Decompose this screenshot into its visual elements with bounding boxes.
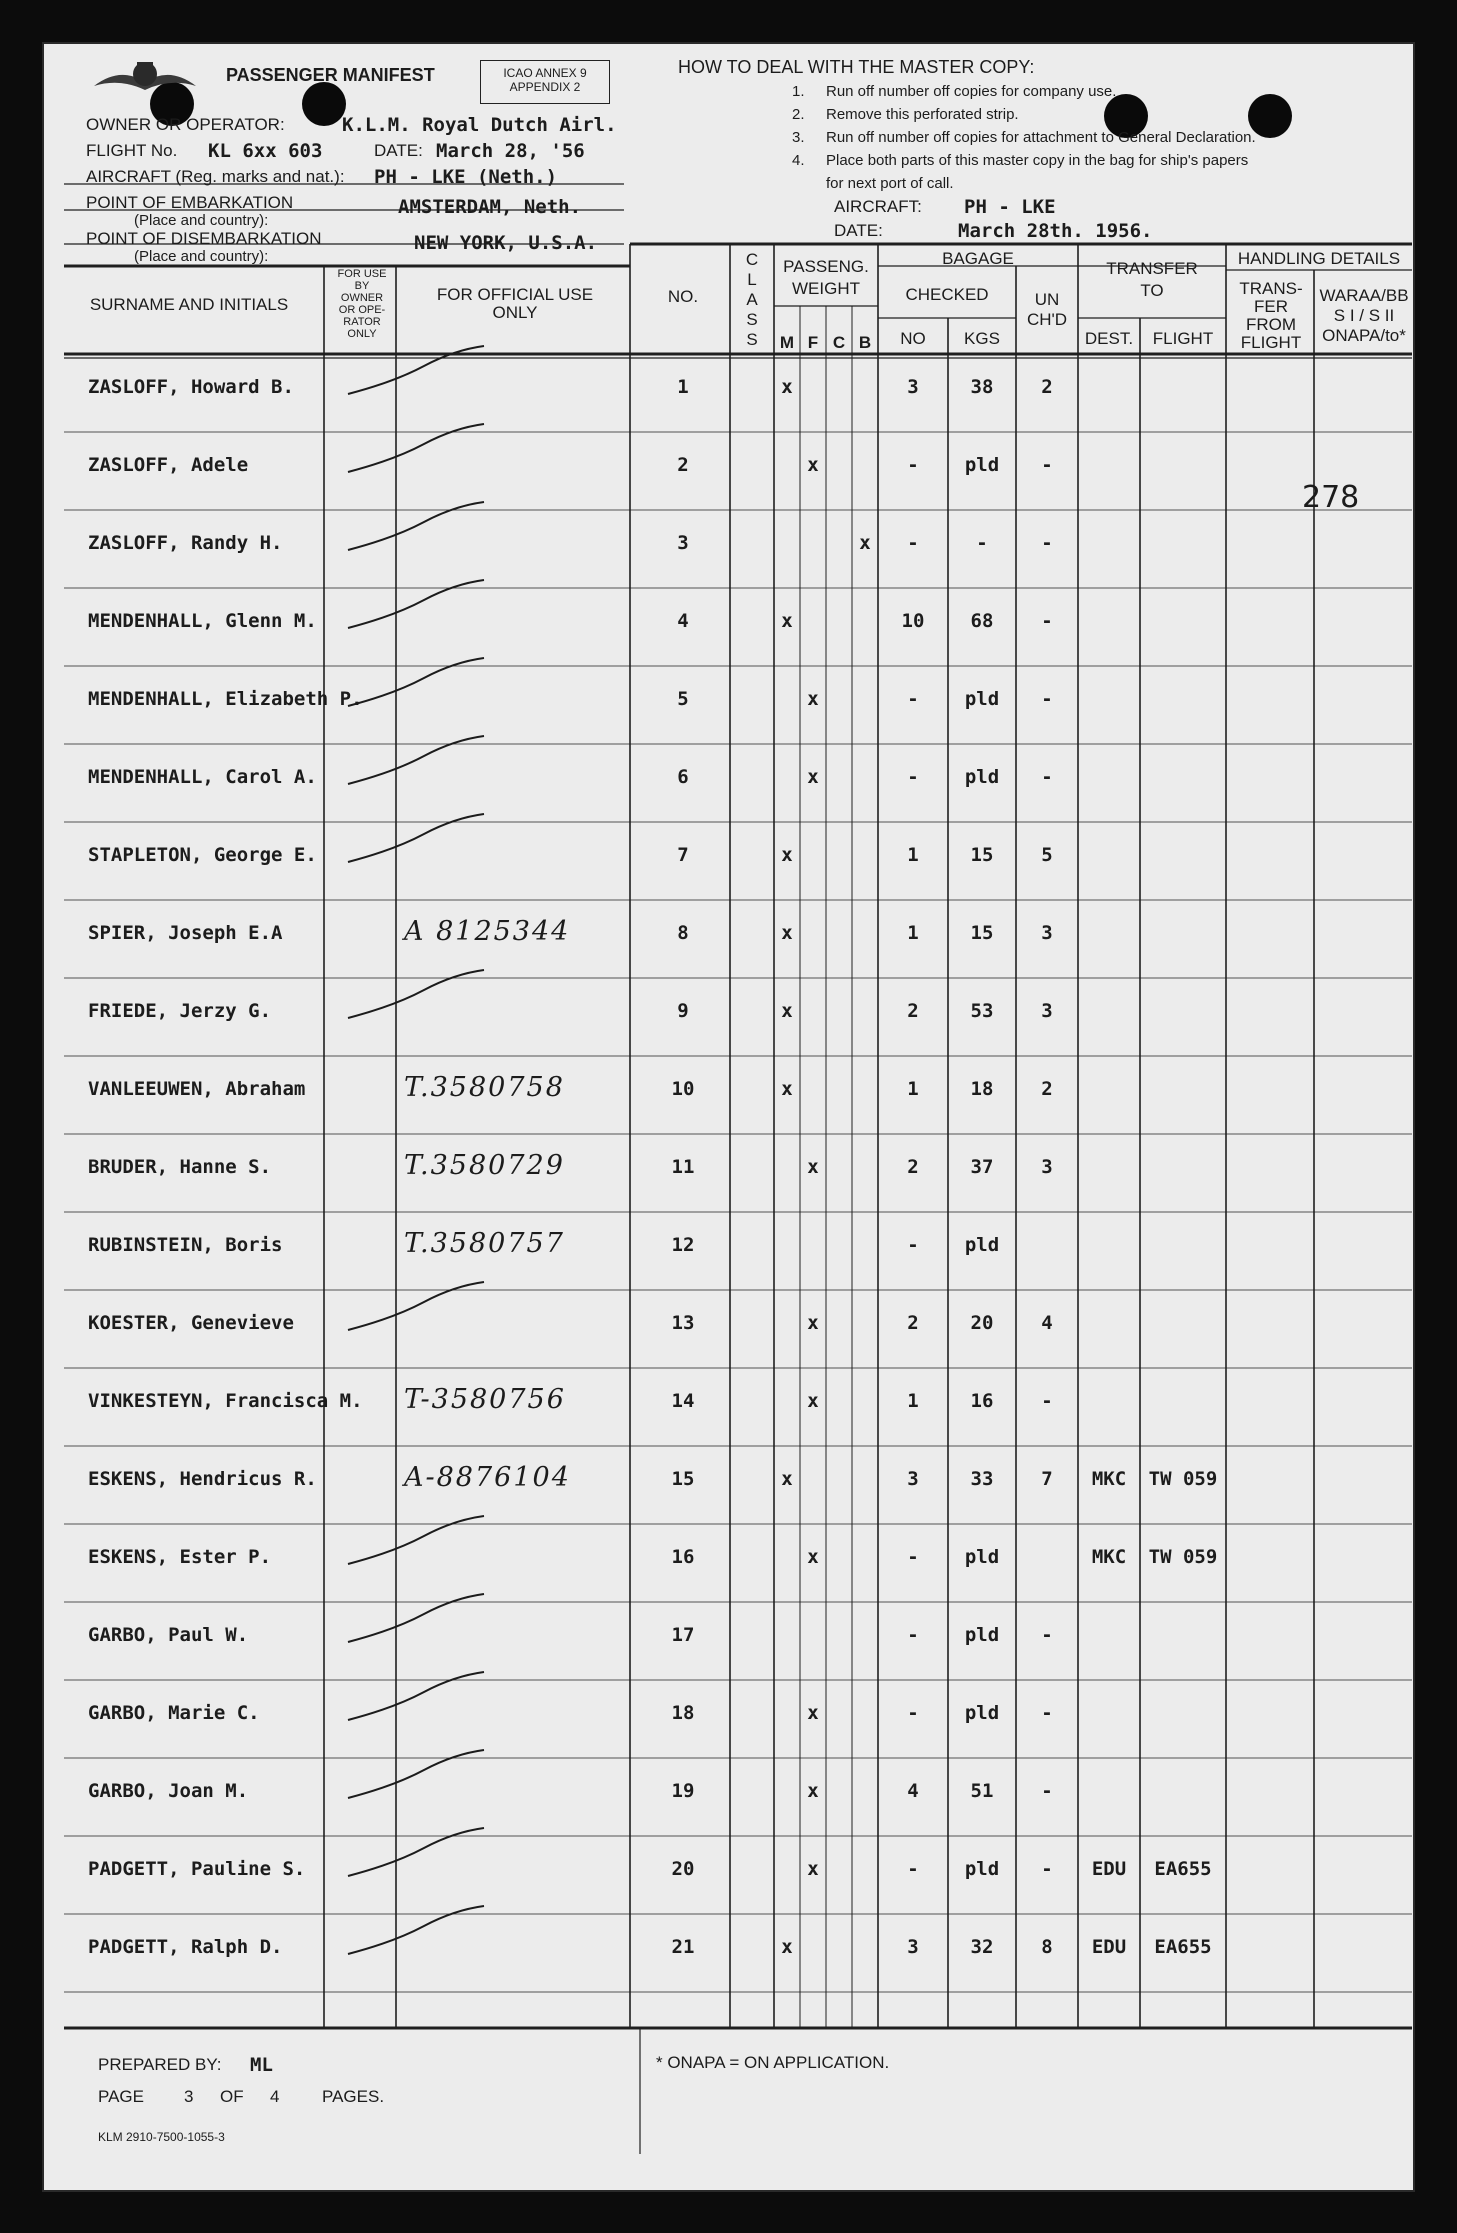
passenger-row [44, 766, 1413, 806]
of-value: 4 [270, 2087, 280, 2106]
weight-mark: x [807, 1702, 819, 1724]
passenger-name: ZASLOFF, Howard B. [88, 376, 294, 398]
instruction-num: 4. [792, 152, 805, 169]
transfer-from-header [1230, 280, 1312, 352]
col-class-header [730, 250, 774, 350]
passenger-row [44, 1072, 1413, 1118]
official-use-number: T.3580757 [404, 1228, 565, 1259]
bag-count: 1 [907, 1390, 919, 1412]
bag-kgs: 51 [970, 1780, 994, 1802]
waraa-line: WARAA/BB [1319, 286, 1409, 305]
checked-header: CHECKED [905, 285, 989, 304]
passenger-row [44, 376, 1413, 416]
instruction-text: Run off number off copies for attachment to General Declaration. [826, 129, 1256, 146]
pen-check-mark [344, 1278, 494, 1338]
transfer-from-line: TRANS- [1239, 279, 1303, 298]
pen-check-mark [344, 498, 494, 558]
bag-count: 10 [901, 610, 925, 632]
passenger-name: ZASLOFF, Adele [88, 454, 249, 476]
transfer-flight: EA655 [1154, 1936, 1212, 1958]
bag-kgs: 20 [970, 1312, 994, 1334]
bag-unchecked: 4 [1041, 1312, 1053, 1334]
col-surname-header: SURNAME AND INITIALS [89, 295, 289, 314]
embark-sub-label: (Place and country): [134, 212, 269, 229]
bag-unchecked: - [1041, 766, 1053, 788]
bag-kgs: - [976, 532, 988, 554]
bag-count: 1 [907, 1078, 919, 1100]
disembark-label: POINT OF DISEMBARKATION [86, 229, 322, 248]
owner-value: K.L.M. Royal Dutch Airl. [342, 114, 617, 136]
row-number: 4 [677, 610, 689, 632]
bag-kgs: 18 [970, 1078, 994, 1100]
weight-sub-c: C [832, 333, 846, 352]
weight-mark: x [807, 688, 819, 710]
passenger-row [44, 916, 1413, 962]
pen-stroke [348, 1672, 484, 1720]
transfer-dest: MKC [1091, 1468, 1127, 1490]
transfer-dest: MKC [1091, 1546, 1127, 1568]
pen-stroke [348, 736, 484, 784]
bag-kgs: pld [964, 1858, 1000, 1880]
row-number: 12 [671, 1234, 695, 1256]
passenger-row [44, 1384, 1413, 1430]
pen-check-mark [344, 1746, 494, 1806]
pen-check-mark [344, 576, 494, 636]
passenger-name: STAPLETON, George E. [88, 844, 317, 866]
passenger-name: ESKENS, Hendricus R. [88, 1468, 317, 1490]
bag-count: - [907, 1858, 919, 1880]
instr-aircraft-value: PH - LKE [964, 196, 1056, 218]
bag-kgs: 32 [970, 1936, 994, 1958]
bag-unchecked: - [1041, 1390, 1053, 1412]
bag-unchecked: 3 [1041, 1156, 1053, 1178]
passenger-name: KOESTER, Genevieve [88, 1312, 294, 1334]
row-number: 16 [671, 1546, 695, 1568]
passenger-row [44, 1462, 1413, 1508]
weight-sub-f: F [807, 333, 819, 352]
row-number: 10 [671, 1078, 695, 1100]
owner-use-line: FOR USE [337, 268, 387, 280]
bag-count: - [907, 766, 919, 788]
passenger-row [44, 688, 1413, 728]
official-use-number: T.3580729 [404, 1150, 565, 1181]
class-letter: C [745, 250, 759, 269]
pen-check-mark [344, 1512, 494, 1572]
weight-mark: x [781, 922, 793, 944]
icao-line-2: APPENDIX 2 [509, 80, 581, 94]
transfer-from-line: FROM [1245, 315, 1297, 334]
bag-count: - [907, 1624, 919, 1646]
row-number: 8 [677, 922, 689, 944]
passenger-name: PADGETT, Pauline S. [88, 1858, 306, 1880]
pen-stroke [348, 1828, 484, 1876]
bag-kgs: 53 [970, 1000, 994, 1022]
weight-mark: x [807, 1156, 819, 1178]
instr-date-label: DATE: [834, 221, 883, 240]
bag-kgs: 16 [970, 1390, 994, 1412]
row-number: 20 [671, 1858, 695, 1880]
bag-unchecked: - [1041, 1858, 1053, 1880]
bag-count: 3 [907, 1936, 919, 1958]
row-number: 15 [671, 1468, 695, 1490]
pen-stroke [348, 1516, 484, 1564]
checked-no-header: NO [900, 329, 926, 348]
weight-mark: x [807, 1546, 819, 1568]
row-number: 14 [671, 1390, 695, 1412]
instruction-text: Remove this perforated strip. [826, 106, 1019, 123]
passenger-row [44, 1702, 1413, 1742]
passenger-row [44, 1150, 1413, 1196]
passenger-row [44, 1312, 1413, 1352]
passenger-name: GARBO, Marie C. [88, 1702, 260, 1724]
row-number: 9 [677, 1000, 689, 1022]
col-official-header [400, 286, 630, 322]
passenger-row [44, 454, 1413, 494]
class-letter: A [746, 290, 758, 309]
date-value: March 28, '56 [436, 140, 585, 162]
row-number: 3 [677, 532, 689, 554]
prepared-label: PREPARED BY: [98, 2055, 222, 2074]
bag-unchecked: 3 [1041, 922, 1053, 944]
weight-mark: x [807, 1858, 819, 1880]
official-use-number: A 8125344 [404, 916, 571, 947]
unchd-line: UN [1034, 290, 1060, 309]
owner-label: OWNER OR OPERATOR: [86, 115, 285, 134]
instruction-text: Run off number off copies for company use. [826, 83, 1117, 100]
transfer-flight: TW 059 [1148, 1546, 1218, 1568]
bag-kgs: 68 [970, 610, 994, 632]
transfer-line: TO [1140, 281, 1164, 300]
pen-stroke [348, 970, 484, 1018]
owner-use-line: OWNER [340, 292, 384, 304]
owner-use-line: BY [354, 280, 370, 292]
instructions-title: HOW TO DEAL WITH THE MASTER COPY: [678, 57, 1035, 77]
bag-count: - [907, 1546, 919, 1568]
weight-sub-b: B [858, 333, 872, 352]
bag-count: - [907, 1702, 919, 1724]
owner-use-line: ONLY [347, 328, 377, 340]
passenger-name: GARBO, Joan M. [88, 1780, 249, 1802]
passenger-row [44, 1000, 1413, 1040]
passenger-row [44, 1228, 1413, 1274]
handling-header: HANDLING DETAILS [1237, 249, 1401, 268]
transfer-dest: EDU [1091, 1858, 1127, 1880]
bag-unchecked: - [1041, 1702, 1053, 1724]
waraa-header [1316, 286, 1412, 346]
flight-value: KL 6xx 603 [208, 140, 323, 162]
bag-count: 4 [907, 1780, 919, 1802]
col-no-header: NO. [667, 287, 699, 306]
pen-stroke [348, 1282, 484, 1330]
footer-note: * ONAPA = ON APPLICATION. [656, 2053, 890, 2072]
weight-mark: x [807, 454, 819, 476]
pen-stroke [348, 1594, 484, 1642]
row-number: 2 [677, 454, 689, 476]
weight-mark: x [807, 1780, 819, 1802]
transfer-dest: EDU [1091, 1936, 1127, 1958]
bag-unchecked: - [1041, 1624, 1053, 1646]
waraa-line: ONAPA/to* [1322, 326, 1406, 345]
instruction-text: for next port of call. [826, 175, 954, 192]
official-line: ONLY [492, 303, 538, 322]
pen-stroke [348, 580, 484, 628]
owner-use-line: RATOR [343, 316, 381, 328]
instr-date-value: March 28th. 1956. [958, 220, 1153, 242]
passenger-name: VINKESTEYN, Francisca M. [88, 1390, 363, 1412]
bag-unchecked: 2 [1041, 1078, 1053, 1100]
bag-kgs: pld [964, 688, 1000, 710]
bag-count: 2 [907, 1000, 919, 1022]
weight-mark: x [781, 610, 793, 632]
transfer-from-line: FER [1254, 297, 1288, 316]
bag-count: - [907, 688, 919, 710]
weight-mark: x [807, 1312, 819, 1334]
date-label: DATE: [374, 141, 423, 160]
passenger-name: GARBO, Paul W. [88, 1624, 249, 1646]
unchd-line: CH'D [1026, 310, 1068, 329]
passenger-row [44, 1624, 1413, 1664]
bag-count: 1 [907, 922, 919, 944]
class-letter: L [747, 270, 757, 289]
unchd-header [1016, 290, 1078, 330]
row-number: 13 [671, 1312, 695, 1334]
class-letter: S [746, 310, 758, 329]
form-code: KLM 2910-7500-1055-3 [98, 2130, 225, 2144]
weight-mark: x [781, 1936, 793, 1958]
passenger-name: MENDENHALL, Elizabeth P. [88, 688, 363, 710]
bag-kgs: 15 [970, 922, 994, 944]
bag-kgs: 38 [970, 376, 994, 398]
weight-sub-m: M [779, 333, 795, 352]
class-letter: S [746, 330, 758, 349]
dest-header: DEST. [1084, 329, 1134, 348]
pen-check-mark [344, 1590, 494, 1650]
bag-count: - [907, 532, 919, 554]
embark-label: POINT OF EMBARKATION [86, 193, 294, 212]
bag-kgs: pld [964, 1546, 1000, 1568]
weight-mark: x [807, 1390, 819, 1412]
transfer-from-line: FLIGHT [1240, 333, 1302, 352]
weight-line: WEIGHT [792, 279, 860, 298]
weight-mark: x [781, 844, 793, 866]
pen-check-mark [344, 1668, 494, 1728]
passenger-row [44, 1858, 1413, 1898]
instruction-num: 1. [792, 83, 805, 100]
weight-line: PASSENG. [783, 257, 869, 276]
weight-mark: x [781, 376, 793, 398]
passenger-row [44, 1936, 1413, 1976]
passenger-name: FRIEDE, Jerzy G. [88, 1000, 272, 1022]
instr-aircraft-label: AIRCRAFT: [834, 197, 922, 216]
disembark-sub-label: (Place and country): [134, 248, 269, 265]
passenger-name: MENDENHALL, Glenn M. [88, 610, 317, 632]
row-number: 19 [671, 1780, 695, 1802]
bag-kgs: pld [964, 1624, 1000, 1646]
passenger-row [44, 1780, 1413, 1820]
pen-check-mark [344, 1824, 494, 1884]
bag-unchecked: - [1041, 1780, 1053, 1802]
pen-stroke [348, 1750, 484, 1798]
transfer-flight: TW 059 [1148, 1468, 1218, 1490]
bag-unchecked: 3 [1041, 1000, 1053, 1022]
pen-stroke [348, 1906, 484, 1954]
owner-use-line: OR OPE- [338, 304, 386, 316]
passenger-row [44, 844, 1413, 884]
row-number: 11 [671, 1156, 695, 1178]
bagage-header: BAGAGE [942, 249, 1014, 268]
passenger-row [44, 1546, 1413, 1586]
bag-count: - [907, 1234, 919, 1256]
pen-check-mark [344, 342, 494, 402]
pages-label: PAGES. [322, 2087, 385, 2106]
bag-unchecked: - [1041, 532, 1053, 554]
instruction-text: Place both parts of this master copy in the bag for ship's papers [826, 152, 1249, 169]
bag-unchecked: 8 [1041, 1936, 1053, 1958]
page-value: 3 [184, 2087, 194, 2106]
passenger-name: ESKENS, Ester P. [88, 1546, 272, 1568]
pen-stroke [348, 346, 484, 394]
row-number: 7 [677, 844, 689, 866]
pen-stroke [348, 658, 484, 706]
pen-stroke [348, 502, 484, 550]
weight-mark: x [781, 1078, 793, 1100]
bag-count: 3 [907, 1468, 919, 1490]
bag-kgs: pld [964, 454, 1000, 476]
passenger-name: MENDENHALL, Carol A. [88, 766, 317, 788]
row-number: 17 [671, 1624, 695, 1646]
bag-count: 2 [907, 1312, 919, 1334]
passenger-name: RUBINSTEIN, Boris [88, 1234, 283, 1256]
passenger-row [44, 610, 1413, 650]
embark-value: AMSTERDAM, Neth. [398, 196, 582, 218]
passenger-name: VANLEEUWEN, Abraham [88, 1078, 306, 1100]
passenger-name: ZASLOFF, Randy H. [88, 532, 283, 554]
weight-mark: x [781, 1468, 793, 1490]
bag-count: 1 [907, 844, 919, 866]
row-number: 1 [677, 376, 689, 398]
passenger-name: PADGETT, Ralph D. [88, 1936, 283, 1958]
pen-stroke [348, 424, 484, 472]
weight-mark: x [859, 532, 871, 554]
row-number: 21 [671, 1936, 695, 1958]
bag-kgs: 37 [970, 1156, 994, 1178]
icao-line-1: ICAO ANNEX 9 [503, 66, 587, 80]
bag-unchecked: - [1041, 454, 1053, 476]
bag-count: 3 [907, 376, 919, 398]
col-weight-header [774, 256, 878, 300]
page-label: PAGE [98, 2087, 144, 2106]
pen-check-mark [344, 966, 494, 1026]
manifest-title: PASSENGER MANIFEST [226, 65, 435, 85]
instruction-num: 2. [792, 106, 805, 123]
row-number: 18 [671, 1702, 695, 1724]
row-number: 5 [677, 688, 689, 710]
pen-check-mark [344, 420, 494, 480]
flight-label: FLIGHT No. [86, 141, 178, 160]
official-use-number: T-3580756 [404, 1384, 566, 1415]
bag-unchecked: 5 [1041, 844, 1053, 866]
transfer-line: TRANSFER [1106, 259, 1198, 278]
pen-check-mark [344, 654, 494, 714]
pen-stroke [348, 814, 484, 862]
flight-header: FLIGHT [1152, 329, 1214, 348]
official-use-number: T.3580758 [404, 1072, 565, 1103]
passenger-name: BRUDER, Hanne S. [88, 1156, 272, 1178]
passenger-row [44, 532, 1413, 572]
pen-check-mark [344, 1902, 494, 1962]
bag-unchecked: - [1041, 688, 1053, 710]
weight-mark: x [781, 1000, 793, 1022]
aircraft-label: AIRCRAFT (Reg. marks and nat.): [86, 167, 345, 186]
of-label: OF [220, 2087, 244, 2106]
row-number: 6 [677, 766, 689, 788]
bag-kgs: pld [964, 1702, 1000, 1724]
bag-count: - [907, 454, 919, 476]
official-use-number: A-8876104 [404, 1462, 571, 1493]
official-line: FOR OFFICIAL USE [436, 285, 594, 304]
bag-count: 2 [907, 1156, 919, 1178]
bag-unchecked: 2 [1041, 376, 1053, 398]
transfer-flight: EA655 [1154, 1858, 1212, 1880]
checked-kgs-header: KGS [964, 329, 1000, 348]
col-owner-use-header [327, 268, 397, 340]
passenger-name: SPIER, Joseph E.A [88, 922, 283, 944]
bag-kgs: pld [964, 766, 1000, 788]
manifest-document [42, 42, 1415, 2192]
page-number-stamp: 278 [1302, 480, 1360, 515]
instruction-num: 3. [792, 129, 805, 146]
disembark-value: NEW YORK, U.S.A. [414, 232, 598, 254]
pen-check-mark [344, 732, 494, 792]
prepared-value: ML [250, 2054, 273, 2076]
bag-kgs: 33 [970, 1468, 994, 1490]
bag-unchecked: 7 [1041, 1468, 1053, 1490]
waraa-line: S I / S II [1333, 306, 1395, 325]
bag-kgs: pld [964, 1234, 1000, 1256]
bag-kgs: 15 [970, 844, 994, 866]
transfer-header [1078, 258, 1226, 302]
bag-unchecked: - [1041, 610, 1053, 632]
aircraft-value: PH - LKE (Neth.) [374, 166, 558, 188]
weight-mark: x [807, 766, 819, 788]
pen-check-mark [344, 810, 494, 870]
